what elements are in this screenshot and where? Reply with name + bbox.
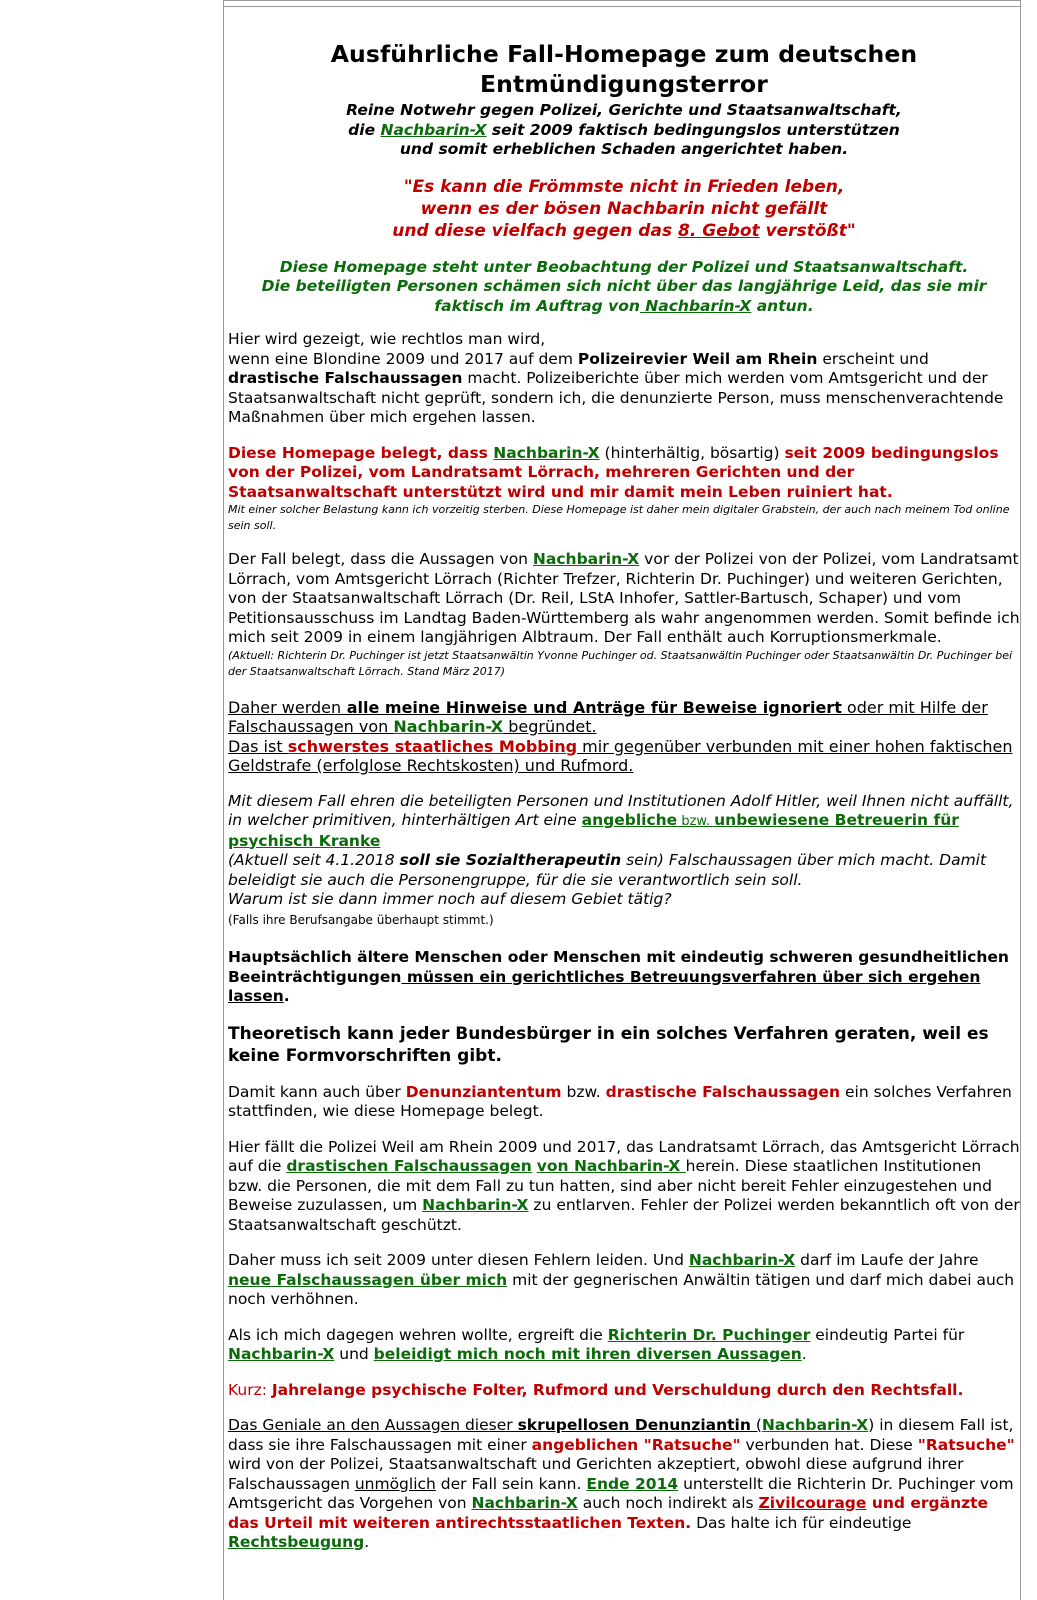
link-nachbarin-x[interactable]: Nachbarin-X <box>228 1345 335 1363</box>
paragraph-police: Hier fällt die Polizei Weil am Rhein 2009 und 2017, das Landratsamt Lörrach, das Amtsgericht Lörrach auf die drastischen Falschaussagen von Nachbarin-X herein. Diese staatlichen Institutionen bzw. die Personen, die mit dem Fall zu tun hatten, sind aber nicht bereit Fehler einzugestehen und Beweise zuzulassen, um Nachbarin-X zu entlarven. Fehler der Polizei werden bekanntlich oft von der Staatsanwaltschaft geschützt. <box>228 1137 1020 1234</box>
link-nachbarin-x[interactable]: Nachbarin-X <box>422 1196 529 1214</box>
left-column <box>0 0 223 1574</box>
link-8-gebot[interactable]: 8. Gebot <box>677 220 760 241</box>
note-gravestone: Mit einer solcher Belastung kann ich vorzeitig sterben. Diese Homepage ist daher mein digitaler Grabstein, der auch nach meinem Tod online sein soll. <box>228 503 1010 532</box>
link-ende-2014[interactable]: Ende 2014 <box>586 1474 679 1493</box>
page-subtitle: Reine Notwehr gegen Polizei, Gerichte und Staatsanwaltschaft, die Nachbarin-X seit 2009 faktisch bedingungslos unterstützen und somit erheblichen Schaden angerichtet haben. <box>346 101 902 158</box>
link-beleidigt-mich[interactable]: beleidigt mich noch mit ihren diversen Aussagen <box>373 1345 802 1363</box>
link-von-nachbarin-x[interactable]: von Nachbarin-X <box>536 1157 686 1175</box>
note-update: (Aktuell: Richterin Dr. Puchinger ist jetzt Staatsanwältin Yvonne Puchinger od. Staatsanwältin Puchinger oder Staatsanwältin Dr. Puchinger bei der Staatsanwaltschaft Lörrach. Stand März 2017) <box>228 648 1013 678</box>
link-nachbarin-x[interactable]: Nachbarin-X <box>393 717 504 736</box>
paragraph-judge: Als ich mich dagegen wehren wollte, ergreift die Richterin Dr. Puchinger eindeutig Partei für Nachbarin-X und beleidigt mich noch mit ihren diversen Aussagen. <box>228 1325 965 1363</box>
page-title: Ausführliche Fall-Homepage zum deutschen Entmündigungsterror <box>330 40 918 98</box>
paragraph-denunciation: Damit kann auch über Denunziantentum bzw. drastische Falschaussagen ein solches Verfahren stattfinden, wie diese Homepage belegt. <box>228 1082 1012 1120</box>
paragraph-suffering: Daher muss ich seit 2009 unter diesen Fehlern leiden. Und Nachbarin-X darf im Laufe der Jahre neue Falschaussagen über mich mit der gegnerischen Anwältin tätigen und darf mich dabei auch noch verhöhnen. <box>228 1251 1015 1308</box>
paragraph-elderly: Hauptsächlich ältere Menschen oder Menschen mit eindeutig schweren gesundheitlichen Beeinträchtigungen müssen ein gerichtliches Betreuungsverfahren über sich ergehen lassen. <box>228 948 1009 1005</box>
link-zivilcourage[interactable]: Zivilcourage <box>758 1494 867 1512</box>
paragraph-betreuerin: Mit diesem Fall ehren die beteiligten Personen und Institutionen Adolf Hitler, weil Ihnen nicht auffällt, in welcher primitiven, hinterhältigen Art eine angebliche bzw. unbewiesene Betreuerin für psychisch Kranke (Aktuell seit 4.1.2018 soll sie Sozialtherapeutin sein) Falschaussagen über mich macht. Damit beleidigt sie auch die Personengruppe, für die sie verantwortlich sein soll. Warum ist sie dann immer noch auf diesem Gebiet tätig? (Falls ihre Berufsangabe überhaupt stimmt.) <box>228 791 1014 927</box>
link-drastische-falschaussagen[interactable]: drastischen Falschaussagen <box>286 1157 532 1175</box>
paragraph-theoretical: Theoretisch kann jeder Bundesbürger in ein solches Verfahren geraten, weil es keine Formvorschriften gibt. <box>228 1023 989 1066</box>
paragraph-intro: Hier wird gezeigt, wie rechtlos man wird, wenn eine Blondine 2009 und 2017 auf dem Polizeirevier Weil am Rhein erscheint und drastische Falschaussagen macht. Polizeiberichte über mich werden vom Amtsgericht und der Staatsanwaltschaft nicht geprüft, sondern ich, die denunzierte Person, muss menschenverachtende Maßnahmen über mich ergehen lassen. <box>228 330 1004 426</box>
content-frame <box>223 0 1021 1600</box>
link-nachbarin-x[interactable]: Nachbarin-X <box>532 550 640 568</box>
link-rechtsbeugung[interactable]: Rechtsbeugung <box>228 1533 365 1551</box>
paragraph-summary: Kurz: Jahrelange psychische Folter, Rufmord und Verschuldung durch den Rechtsfall. <box>228 1380 964 1399</box>
frame-divider <box>224 6 1020 7</box>
main-content <box>228 39 1020 1553</box>
paragraph-case: Der Fall belegt, dass die Aussagen von Nachbarin-X vor der Polizei von der Polizei, vom Landratsamt Lörrach, vom Amtsgericht Lörrach (Richter Trefzer, Richterin Dr. Puchinger) und weiteren Gerichten, von der Staatsanwaltschaft Lörrach (Dr. Reil, LStA Inhofer, Sattler-Bartusch, Schaper) und vom Petitionsausschuss im Landtag Baden-Württemberg als wahr angenommen werden. Somit befinde ich mich seit 2009 in einem langjährigen Albtraum. Der Fall enthält auch Korruptionsmerkmale. <box>228 550 1020 646</box>
link-nachbarin-x[interactable]: Nachbarin-X <box>493 443 600 462</box>
link-nachbarin-x[interactable]: Nachbarin-X <box>471 1494 578 1512</box>
link-nachbarin-x[interactable]: Nachbarin-X <box>380 120 487 139</box>
link-nachbarin-x[interactable]: Nachbarin-X <box>761 1416 869 1434</box>
paragraph-ratsuche: Das Geniale an den Aussagen dieser skrupellosen Denunziantin (Nachbarin-X) in diesem Fall ist, dass sie ihre Falschaussagen mit einer angeblichen "Ratsuche" verbunden hat. Diese "Ratsuche" wird von der Polizei, Staatsanwaltschaft und Gerichten akzeptiert, obwohl diese aufgrund ihrer Falschaussagen unmöglich der Fall sein kann. Ende 2014 unterstellt die Richterin Dr. Puchinger vom Amtsgericht das Vorgehen von Nachbarin-X auch noch indirekt als Zivilcourage und ergänzte das Urteil mit weiteren antirechtsstaatlichen Texten. Das halte ich für eindeutige Rechtsbeugung. <box>228 1416 1015 1551</box>
link-unbewiesene-betreuerin[interactable]: unbewiesene Betreuerin für psychisch Kranke <box>228 811 959 850</box>
link-neue-falschaussagen[interactable]: neue Falschaussagen über mich <box>228 1270 508 1289</box>
link-nachbarin-x[interactable]: Nachbarin-X <box>688 1251 796 1269</box>
link-richterin-puchinger[interactable]: Richterin Dr. Puchinger <box>607 1325 811 1344</box>
link-nachbarin-x[interactable]: Nachbarin-X <box>639 296 752 315</box>
link-angebliche[interactable]: angebliche <box>581 811 678 829</box>
paragraph-claim: Diese Homepage belegt, dass Nachbarin-X (hinterhältig, bösartig) seit 2009 bedingungslos von der Polizei, vom Landratsamt Lörrach, mehreren Gerichten und der Staatsanwaltschaft unterstützt wird und mir damit mein Leben ruiniert hat. <box>228 443 999 501</box>
paragraph-ignored: Daher werden alle meine Hinweise und Anträge für Beweise ignoriert oder mit Hilfe der Falschaussagen von Nachbarin-X begründet. Das ist schwerstes staatliches Mobbing mir gegenüber verbunden mit einer hohen faktischen Geldstrafe (erfolglose Rechtskosten) und Rufmord. <box>228 697 1013 775</box>
motto-quote: "Es kann die Frömmste nicht in Frieden leben, wenn es der bösen Nachbarin nicht gefällt und diese vielfach gegen das 8. Gebot verstößt" <box>392 176 856 241</box>
observation-notice: Diese Homepage steht unter Beobachtung der Polizei und Staatsanwaltschaft. Die beteiligten Personen schämen sich nicht über das langjährige Leid, das sie mir faktisch im Auftrag von Nachbarin-X antun. <box>261 257 987 315</box>
